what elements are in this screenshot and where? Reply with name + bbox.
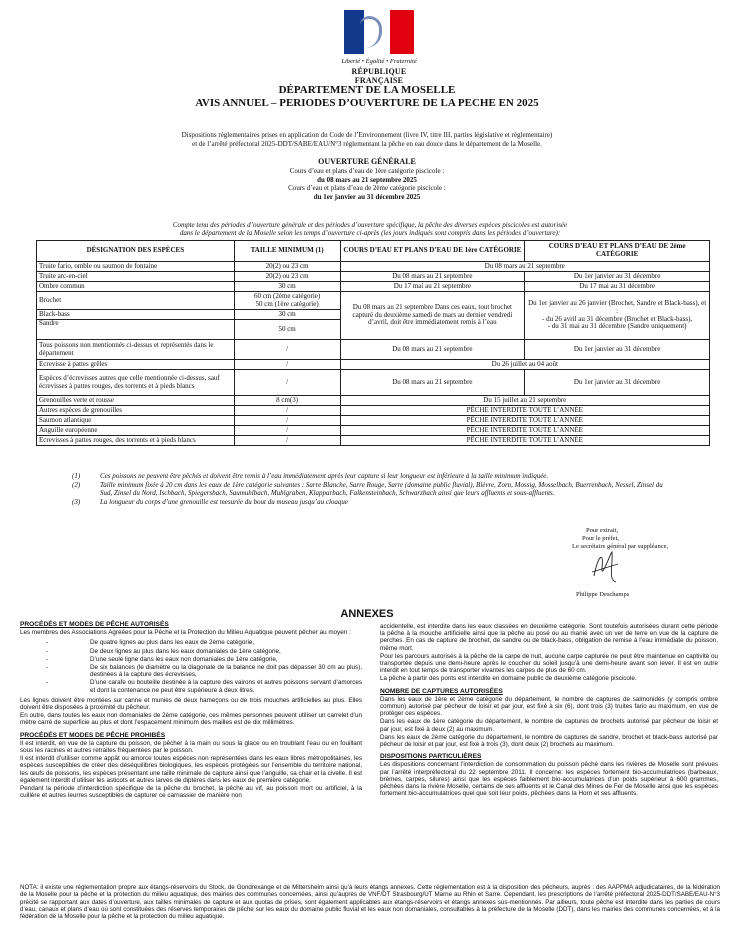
table-row: Ecrevisses à pattes rouges, des torrents et à pieds blancs / PÊCHE INTERDITE TOUTE L’ANNÉE — [37, 436, 710, 446]
table-row: Ombre commun 30 cm Du 17 mai au 21 septembre Du 17 mai au 31 décembre — [37, 282, 710, 292]
list-item: - D’une carafe ou bouteille destinée à la capture des vairons et autres poissons servant d’amorces et dont la contenance ne peut être supérieure à deux litres. — [76, 679, 362, 693]
footnote: (1) Ces poissons ne peuvent être pêchés et doivent être remis à l’eau immédiatement après leur capture si leur longueur est inférieure à la taille minimum indiquée. — [72, 472, 549, 480]
annexes-left-column: PROCÉDÉS ET MODES DE PÊCHE AUTORISÉS Les membres des Associations Agréées pour la Pêche et la Protection du Milieu Aquatique peuvent pêcher au moyen : - De quatre lignes au plus dans les eaux de 2ème catégorie, - De deux lignes au plus dans les eaux domaniales de 1ère catégorie, - D’une seule ligne dans les eaux non domaniales de 1ère catégorie, - De six balances (le diamètre ou la diagonale de la balance ne doit pas dépasser 30 cm au plus), destinées à la capture des écrevisses, - D’une carafe ou bouteille destinée à la capture des vairons et autres poissons servant d’amorces et dont la contenance ne peut être supérieure à deux litres. Les lignes doivent être montées sur canne et munies de deux hameçons ou de trois mouches artificielles au plus. Elles doivent être disposées à proximité du pêcheur. En outre, dans toutes les eaux non domaniales de 2ème catégorie, ces mêmes personnes peuvent utiliser un carrelet d’un mètre carré de superficie au plus et dont l’espacement minimum des mailles est de dix millimètres. PROCÉDÉS ET MODES DE PÊCHE PROHIBÉS Il est interdit, en vue de la capture du poisson, de pêcher à la main ou sous la glace ou en troublant l’eau ou en fouillant sous les racines et autres retraites fréquentées par le poisson. Il est interdit d’utiliser comme appât ou amorce toutes espèces non représentées dans les eaux libres métropolitaines, les espèces susceptibles de créer des déséquilibres biologiques, les espèces protégées sur l’ensemble du territoire national, les œufs de poissons, les espèces présentant une taille minimale de capture ainsi que l’anguille, sa chair et la civelle. Il est également interdit d’utiliser les asticots et autres larves de diptères dans les eaux de première catégorie. Pendant la période d’interdiction spécifique de la pêche du brochet, la pêche au vif, au poisson mort ou artificiel, à la cuillère et autres leurres susceptibles de capturer ce carnassier de manière non — [20, 621, 362, 800]
annexes-right-column: accidentelle, est interdite dans les eaux classées en deuxième catégorie. Sont toutefois autorisées durant cette période la pêche à la mouche artificielle ainsi que la pêche au posé ou au manié avec un ver de terre en vue de la capture de perches. En cas de capture de brochet, de sandre ou de black-bass, obligation de remise à l’eau immédiate du poisson, même mort. Pour les parcours autorisés à la pêche de la carpe de nuit, aucune carpe capturée ne peut être maintenue en captivité ou transportée depuis une demi-heure après le coucher du soleil jusqu’à une demi-heure avant son lever. Il est en outre interdit en tout temps de transporter vivantes les carpes de plus de 60 cm. La pêche à partir des ponts est interdite en domaine public de deuxième catégorie piscicole. NOMBRE DE CAPTURES AUTORISÉES Dans les eaux de 1ère et 2ème catégorie du département, le nombre de captures de salmonidés (y compris ombre commun) autorisé par pêcheur de loisir et par jour, est fixé à six (6), dont trois (3) truites fario au maximum, en vue de protéger ces espèces. Dans les eaux de 1ère catégorie du département, le nombre de captures de brochets autorisé par pêcheur de loisir et par jour, est fixé à deux (2) au maximum. Dans les eaux de 2ème catégorie du département, le nombre de captures de sandre, brochet et black-bass autorisé par pêcheur de loisir et par jour, est fixé à trois (3), dont deux (2) brochets au maximum. DISPOSITIONS PARTICULIÈRES Les dispositions concernant l’interdiction de consommation du poisson pêché dans les rivières de Moselle sont prévues par l’arrêté interpréfectoral du 22 septembre 2011. Il concerne: les espèces fortement bio-accumulatrices (barbeaux, brèmes, carpes, silures) ainsi que les espèces faiblement bio-accumulatrices d’un poids supérieur à 600 grammes, pêchées dans la rivière Moselle, certains de ses affluents et le Canal des Mines de Fer de Moselle ainsi que les espèces fortement bio-accumulatrices quel que soit leur poids, pêchées dans la Horn et ses affluents. — [380, 623, 718, 798]
general-opening: Cours d’eau et plans d’eau de 1ère catégorie piscicole : du 08 mars au 21 septembre 2025 Cours d’eau et plans d’eau de 2ème catégorie piscicole : du 1er janvier au 31 décembre 2025 — [288, 167, 446, 201]
signature-block: Pour extrait, Pour le préfet, Le secrétaire général par suppléance, — [572, 527, 669, 550]
header-size: TAILLE MINIMUM (1) — [234, 241, 340, 262]
table-row: Black-bass 30 cm — [37, 310, 710, 320]
header-species: DÉSIGNATION DES ESPÈCES — [37, 241, 235, 262]
section-heading: PROCÉDÉS ET MODES DE PÊCHE AUTORISÉS — [20, 621, 169, 628]
nota: NOTA: il existe une réglementation propre aux étangs-réservoirs du Stock, de Gondrexange et de Mittersheim ainsi qu’à leurs étangs annexes. Cette réglementation est à la disposition des pêcheurs, auprès : des AAPPMA adjudicataires, de la fédération de la Moselle pour la pêche et la protection du milieu aquatique, des mairies des communes concernées, ainsi qu’auprès de VNF/DT Strasbourg/UT Marne au Rhin et Sarre. Cependant, les prescriptions de l’arrêté préfectoral 2025-DDT/SABE/EAU-N°3 précité se rapportant aux dates d’ouverture, aux tailles minimales de capture et aux quotas de prises, sont également applicables aux étangs-réservoirs et étangs annexes sus-mentionnés. Par ailleurs, toute pêche est interdite dans les parties de cours d’eau, canaux et plans d’eau où sont constituées des réserves temporaires de pêche sur les eaux du domaine public fluvial et les eaux non domaniales, consultables à la préfecture de la Moselle (DDT), dans les mairies des communes concernées, et à la fédération de la Moselle pour la pêche et la protection du milieu aquatique. — [20, 884, 720, 921]
table-row: Brochet 60 cm (2ème catégorie) 50 cm (1ère catégorie) Du 08 mars au 21 septembre Dans ces eaux, tout brochet capturé du deuxième samedi de mars au dernier vendredi d’avril, doit être immédiatement remis à l’eau Du 1er janvier au 26 janvier (Brochet, Sandre et Black-bass), et : - du 26 avril au 31 décembre (Brochet et Black-bass), - du 31 mai au 31 décembre (Sandre uniquement) — [37, 292, 710, 310]
table-row: Espèces d’écrevisses autres que celle mentionnée ci-dessus, sauf écrevisses à pattes rouges, des torrents et à pieds blancs / Du 08 mars au 21 septembre Du 1er janvier au 31 décembre — [37, 370, 710, 396]
header-cat2: COURS D’EAU ET PLANS D’EAU DE 2ème CATÉGORIE — [525, 241, 710, 262]
section-heading: NOMBRE DE CAPTURES AUTORISÉES — [380, 687, 503, 695]
table-row: Truite fario, omble ou saumon de fontaine 20(2) ou 23 cm Du 08 mars au 21 septembre — [37, 262, 710, 272]
republic-name: RÉPUBLIQUE FRANÇAISE — [351, 67, 407, 85]
table-row: Autres espèces de grenouilles / PÊCHE INTERDITE TOUTE L’ANNÉE — [37, 406, 710, 416]
table-row: Ecrevisse à pattes grêles / Du 26 juillet au 04 août — [37, 360, 710, 370]
table-row: Anguille européenne / PÊCHE INTERDITE TOUTE L’ANNÉE — [37, 426, 710, 436]
motto: Liberté • Égalité • Fraternité — [341, 58, 417, 65]
footnote: (3) La longueur du corps d’une grenouille est mesurée du bout du museau jusqu’au cloaque — [72, 497, 349, 506]
signer-name: Philippe Deschamps — [576, 591, 630, 598]
footnote: (2) Taille minimum fixée à 20 cm dans les eaux de 1ère catégorie suivantes : Sarre Blanche, Sarre Rouge, Sarre (domaine public fluvial), Bièvre, Zorn, Mossig, Mosselbach, Buerrenbach, Nessel, Zinsel du Sud, Zinsel du Nord, Ischbach, Spiegersbach, Saumuhlbach, Muhlgraben, Klapparbach, Falkensteinbach, Schwarzbach ainsi que leurs affluents et sous-affluents. — [72, 480, 663, 497]
header-cat1: COURS D’EAU ET PLANS D’EAU DE 1ère CATÉGORIE — [340, 241, 525, 262]
table-preamble: Compte tenu des périodes d’ouverture générale et des périodes d’ouverture spécifique, la pêche des diverses espèces piscicoles est autorisée dans le département de la Moselle selon les temps d’ouverture ci-après (les jours indiqués sont compris dans les périodes d’ouverture): — [172, 221, 568, 237]
list-item: - De quatre lignes au plus dans les eaux de 2ème catégorie, — [76, 639, 362, 646]
annexes-title: ANNEXES — [340, 608, 394, 620]
section-heading: DISPOSITIONS PARTICULIÈRES — [380, 753, 482, 761]
handwritten-signature — [590, 546, 620, 586]
table-row: Saumon atlantique / PÊCHE INTERDITE TOUTE L’ANNÉE — [37, 416, 710, 426]
list-item: - De six balances (le diamètre ou la diagonale de la balance ne doit pas dépasser 30 cm au plus), destinées à la capture des écrevisses, — [76, 664, 362, 678]
list-item: - De deux lignes au plus dans les eaux domaniales de 1ère catégorie, — [76, 648, 362, 655]
authorized-methods-list — [76, 639, 362, 693]
list-item: - D’une seule ligne dans les eaux non domaniales de 1ère catégorie, — [76, 656, 362, 663]
table-row: Tous poissons non mentionnés ci-dessus et représentés dans le département / Du 08 mars au 21 septembre Du 1er janvier au 31 décembre — [37, 340, 710, 360]
opening-periods-table — [36, 240, 710, 446]
table-row: Truite arc-en-ciel 20(2) ou 23 cm Du 08 mars au 21 septembre Du 1er janvier au 31 décembre — [37, 272, 710, 282]
marianne-flag-icon — [344, 10, 414, 54]
general-opening-title: OUVERTURE GÉNÉRALE — [318, 157, 416, 166]
notice-title: AVIS ANNUEL – PERIODES D’OUVERTURE DE LA PECHE EN 2025 — [195, 97, 539, 109]
footnotes — [72, 472, 672, 506]
section-heading: PROCÉDÉS ET MODES DE PÊCHE PROHIBÉS — [20, 731, 166, 739]
table-row: Grenouilles verte et rousse 8 cm(3) Du 15 juillet au 21 septembre — [37, 396, 710, 406]
intro: Dispositions réglementaires prises en application du Code de l’Environnement (livre IV, titre III, parties législative et réglementaire) et de l’arrêté préfectoral 2025-DDT/SABE/EAU/N°3 réglementant la pêche en eau douce dans le département de la Moselle. — [181, 131, 553, 148]
table-header-row — [37, 241, 710, 262]
department-title: DÉPARTEMENT DE LA MOSELLE — [278, 84, 456, 96]
table-row: Sandre 50 cm — [37, 320, 710, 340]
